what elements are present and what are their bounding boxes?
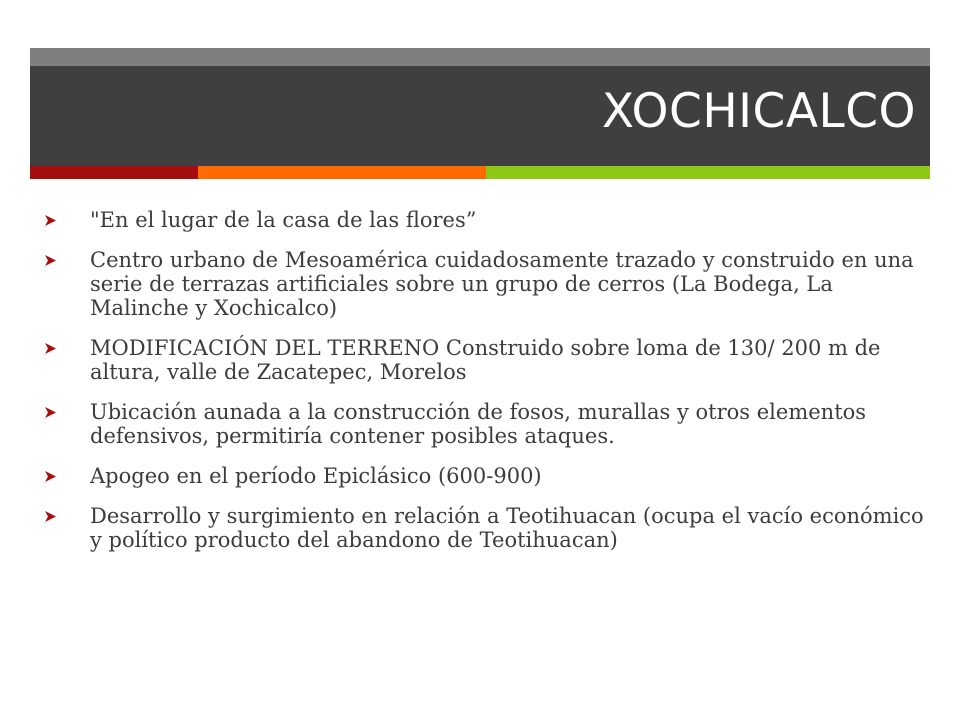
bullet-item — [44, 336, 924, 384]
accent-segment-green — [486, 166, 930, 179]
bullet-text: Ubicación aunada a la construcción de fosos, murallas y otros elementos defensivos, permitiría contener posibles ataques. — [90, 400, 867, 448]
bullet-text: Centro urbano de Mesoamérica cuidadosamente trazado y construido en una serie de terrazas artificiales sobre un grupo de cerros (La Bodega, La Malinche y Xochicalco) — [90, 248, 914, 320]
arrow-bullet-icon — [44, 400, 90, 424]
arrow-bullet-icon — [44, 208, 90, 232]
arrow-bullet-icon — [44, 504, 90, 528]
bullet-text: Apogeo en el período Epiclásico (600-900) — [90, 464, 542, 488]
bullet-item — [44, 400, 924, 448]
bullet-item — [44, 464, 924, 488]
bullet-item — [44, 504, 924, 552]
bullet-item — [44, 208, 924, 232]
accent-segment-red — [30, 166, 198, 179]
header-top-band — [30, 48, 930, 66]
arrow-bullet-icon — [44, 336, 90, 360]
header-bar — [30, 66, 930, 166]
accent-strip — [30, 166, 930, 179]
bullet-item — [44, 248, 924, 320]
bullet-text: "En el lugar de la casa de las flores” — [90, 208, 477, 232]
bullet-text: MODIFICACIÓN DEL TERRENO Construido sobre loma de 130/ 200 m de altura, valle de Zacatepec, Morelos — [90, 336, 881, 384]
accent-segment-orange — [198, 166, 486, 179]
arrow-bullet-icon — [44, 248, 90, 272]
slide-title: XOCHICALCO — [601, 84, 916, 139]
arrow-bullet-icon — [44, 464, 90, 488]
bullet-text: Desarrollo y surgimiento en relación a Teotihuacan (ocupa el vacío económico y político producto del abandono de Teotihuacan) — [90, 504, 924, 552]
bullet-list — [44, 208, 924, 568]
